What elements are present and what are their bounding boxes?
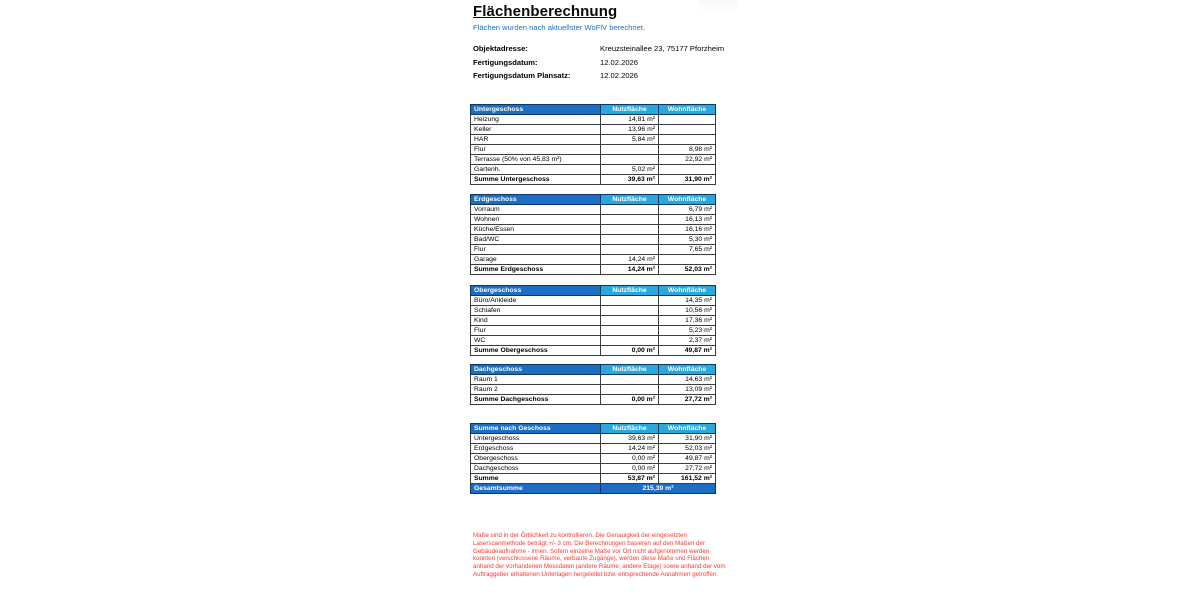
wohnflaeche-value: 7,65 m²	[659, 245, 716, 255]
row-label: Untergeschoss	[471, 434, 601, 444]
sum-nutzflaeche-value: 39,63 m²	[601, 175, 659, 185]
sum-wohnflaeche-value: 52,03 m²	[659, 265, 716, 275]
col-header-nutzflaeche: Nutzfläche	[601, 424, 659, 434]
meta-value-planset-date: 12.02.2026	[600, 71, 639, 80]
nutzflaeche-value: 14,24 m²	[601, 444, 659, 454]
table-title-cell: Untergeschoss	[471, 105, 601, 115]
sum-wohnflaeche-value: 161,52 m²	[659, 474, 716, 484]
table-row	[471, 375, 716, 385]
meta-row-date	[473, 56, 724, 70]
wohnflaeche-value	[659, 115, 716, 125]
wohnflaeche-value: 31,90 m²	[659, 434, 716, 444]
col-header-wohnflaeche: Wohnfläche	[659, 365, 716, 375]
nutzflaeche-value	[601, 225, 659, 235]
wohnflaeche-value: 10,56 m²	[659, 306, 716, 316]
nutzflaeche-value	[601, 385, 659, 395]
sum-wohnflaeche-value: 27,72 m²	[659, 395, 716, 405]
table-row	[471, 306, 716, 316]
wohnflaeche-value: 5,23 m²	[659, 326, 716, 336]
wohnflaeche-value: 16,13 m²	[659, 215, 716, 225]
grand-total-value: 215,39 m²	[601, 484, 716, 494]
nutzflaeche-value	[601, 326, 659, 336]
table-row	[471, 215, 716, 225]
nutzflaeche-value: 0,00 m²	[601, 454, 659, 464]
table-row	[471, 115, 716, 125]
wohnflaeche-value: 8,98 m²	[659, 145, 716, 155]
table-obergeschoss	[470, 285, 716, 356]
row-label: WC	[471, 336, 601, 346]
page-subtitle: Flächen wurden nach aktuellster WoFlV berechnet.	[473, 23, 646, 32]
sum-row	[471, 175, 716, 185]
nutzflaeche-value: 13,96 m²	[601, 125, 659, 135]
table-header-row	[471, 105, 716, 115]
grand-total-row	[471, 484, 716, 494]
table-summe-nach-geschoss	[470, 423, 716, 494]
row-label: Schlafen	[471, 306, 601, 316]
nutzflaeche-value	[601, 155, 659, 165]
col-header-nutzflaeche: Nutzfläche	[601, 105, 659, 115]
table-row	[471, 464, 716, 474]
row-label: Gartenh.	[471, 165, 601, 175]
table-row	[471, 336, 716, 346]
table-header-row	[471, 365, 716, 375]
nutzflaeche-value: 14,81 m²	[601, 115, 659, 125]
row-label: Kind	[471, 316, 601, 326]
sum-row	[471, 346, 716, 356]
row-label: Vorraum	[471, 205, 601, 215]
sum-row	[471, 474, 716, 484]
sum-wohnflaeche-value: 31,90 m²	[659, 175, 716, 185]
row-label: Flur	[471, 245, 601, 255]
table-untergeschoss	[470, 104, 716, 185]
grand-total-label: Gesamtsumme	[471, 484, 601, 494]
nutzflaeche-value: 5,02 m²	[601, 165, 659, 175]
sum-nutzflaeche-value: 0,00 m²	[601, 395, 659, 405]
col-header-nutzflaeche: Nutzfläche	[601, 195, 659, 205]
table-row	[471, 245, 716, 255]
sum-wohnflaeche-value: 49,87 m²	[659, 346, 716, 356]
table-row	[471, 155, 716, 165]
table-row	[471, 255, 716, 265]
col-header-wohnflaeche: Wohnfläche	[659, 424, 716, 434]
table-row	[471, 326, 716, 336]
table-row	[471, 235, 716, 245]
col-header-nutzflaeche: Nutzfläche	[601, 365, 659, 375]
row-label: Raum 2	[471, 385, 601, 395]
row-label: Wohnen	[471, 215, 601, 225]
wohnflaeche-value: 2,37 m²	[659, 336, 716, 346]
table-erdgeschoss	[470, 194, 716, 275]
wohnflaeche-value: 14,35 m²	[659, 296, 716, 306]
wohnflaeche-value: 5,30 m²	[659, 235, 716, 245]
nutzflaeche-value	[601, 316, 659, 326]
meta-row-planset-date	[473, 69, 724, 83]
wohnflaeche-value	[659, 165, 716, 175]
row-label: Garage	[471, 255, 601, 265]
sum-nutzflaeche-value: 0,00 m²	[601, 346, 659, 356]
table-dachgeschoss	[470, 364, 716, 405]
row-label: Flur	[471, 326, 601, 336]
nutzflaeche-value	[601, 296, 659, 306]
row-label: Keller	[471, 125, 601, 135]
col-header-wohnflaeche: Wohnfläche	[659, 286, 716, 296]
meta-value-address: Kreuzsteinallee 23, 75177 Pforzheim	[600, 44, 725, 53]
table-row	[471, 135, 716, 145]
row-label: Flur	[471, 145, 601, 155]
row-label: Küche/Essen	[471, 225, 601, 235]
table-title-cell: Summe nach Geschoss	[471, 424, 601, 434]
wohnflaeche-value: 17,36 m²	[659, 316, 716, 326]
row-label: Raum 1	[471, 375, 601, 385]
table-row	[471, 145, 716, 155]
table-header-row	[471, 286, 716, 296]
table-row	[471, 434, 716, 444]
page-title: Flächenberechnung	[473, 3, 618, 20]
meta-label-date: Fertigungsdatum:	[473, 57, 538, 67]
row-label: Bad/WC	[471, 235, 601, 245]
nutzflaeche-value: 14,24 m²	[601, 255, 659, 265]
wohnflaeche-value: 22,92 m²	[659, 155, 716, 165]
wohnflaeche-value: 16,16 m²	[659, 225, 716, 235]
sum-row-label: Summe Erdgeschoss	[471, 265, 601, 275]
disclaimer-text: Maße sind in der Örtlichkeit zu kontrollieren. Die Genauigkeit der eingesetzten Laserscanmethode beträgt +/- 3 cm. Die Berechnungen basieren auf den Maßen der Gebäudeaufnahme - innen. Sofern einzelne Maße vor Ort nicht aufgenommen werden konnten (verschlossene Räume, verbaute Zugänge), werden diese Maße und Flächen anhand der vorhandenen Messdaten (andere Räume, andere Etage) sowie anhand der vom Auftraggeber erhaltenen Unterlagen hergeleitet bzw. entsprechende Annahmen getroffen.	[473, 532, 726, 578]
row-label: Büro/Ankleide	[471, 296, 601, 306]
nutzflaeche-value	[601, 306, 659, 316]
meta-row-address	[473, 42, 724, 56]
meta-label-address: Objektadresse:	[473, 44, 528, 53]
sum-row-label: Summe Obergeschoss	[471, 346, 601, 356]
wohnflaeche-value: 27,72 m²	[659, 464, 716, 474]
sum-nutzflaeche-value: 53,87 m²	[601, 474, 659, 484]
wohnflaeche-value	[659, 135, 716, 145]
table-header-row	[471, 424, 716, 434]
table-title-cell: Dachgeschoss	[471, 365, 601, 375]
sum-row-label: Summe Dachgeschoss	[471, 395, 601, 405]
nutzflaeche-value: 0,00 m²	[601, 464, 659, 474]
table-row	[471, 316, 716, 326]
table-title-cell: Erdgeschoss	[471, 195, 601, 205]
table-row	[471, 165, 716, 175]
table-row	[471, 454, 716, 464]
nutzflaeche-value	[601, 145, 659, 155]
table-row	[471, 385, 716, 395]
nutzflaeche-value	[601, 245, 659, 255]
wohnflaeche-value: 14,63 m²	[659, 375, 716, 385]
row-label: Obergeschoss	[471, 454, 601, 464]
row-label: Dachgeschoss	[471, 464, 601, 474]
nutzflaeche-value	[601, 215, 659, 225]
col-header-nutzflaeche: Nutzfläche	[601, 286, 659, 296]
wohnflaeche-value	[659, 255, 716, 265]
meta-block	[473, 42, 724, 83]
nutzflaeche-value	[601, 375, 659, 385]
page-edge-shade	[699, 0, 737, 14]
wohnflaeche-value: 52,03 m²	[659, 444, 716, 454]
table-row	[471, 444, 716, 454]
meta-value-date: 12.02.2026	[600, 57, 639, 67]
nutzflaeche-value	[601, 205, 659, 215]
wohnflaeche-value: 6,79 m²	[659, 205, 716, 215]
sum-row	[471, 395, 716, 405]
table-row	[471, 296, 716, 306]
nutzflaeche-value	[601, 336, 659, 346]
table-row	[471, 125, 716, 135]
wohnflaeche-value: 49,87 m²	[659, 454, 716, 464]
col-header-wohnflaeche: Wohnfläche	[659, 105, 716, 115]
sum-row-label: Summe Untergeschoss	[471, 175, 601, 185]
wohnflaeche-value: 13,09 m²	[659, 385, 716, 395]
meta-label-planset-date: Fertigungsdatum Plansatz:	[473, 71, 571, 80]
table-row	[471, 225, 716, 235]
row-label: Erdgeschoss	[471, 444, 601, 454]
sum-row-label: Summe	[471, 474, 601, 484]
table-row	[471, 205, 716, 215]
wohnflaeche-value	[659, 125, 716, 135]
row-label: Terrasse (50% von 45,83 m²)	[471, 155, 601, 165]
row-label: Heizung	[471, 115, 601, 125]
col-header-wohnflaeche: Wohnfläche	[659, 195, 716, 205]
nutzflaeche-value: 39,63 m²	[601, 434, 659, 444]
nutzflaeche-value: 5,84 m²	[601, 135, 659, 145]
sum-nutzflaeche-value: 14,24 m²	[601, 265, 659, 275]
table-title-cell: Obergeschoss	[471, 286, 601, 296]
sum-row	[471, 265, 716, 275]
row-label: HAR	[471, 135, 601, 145]
nutzflaeche-value	[601, 235, 659, 245]
table-header-row	[471, 195, 716, 205]
